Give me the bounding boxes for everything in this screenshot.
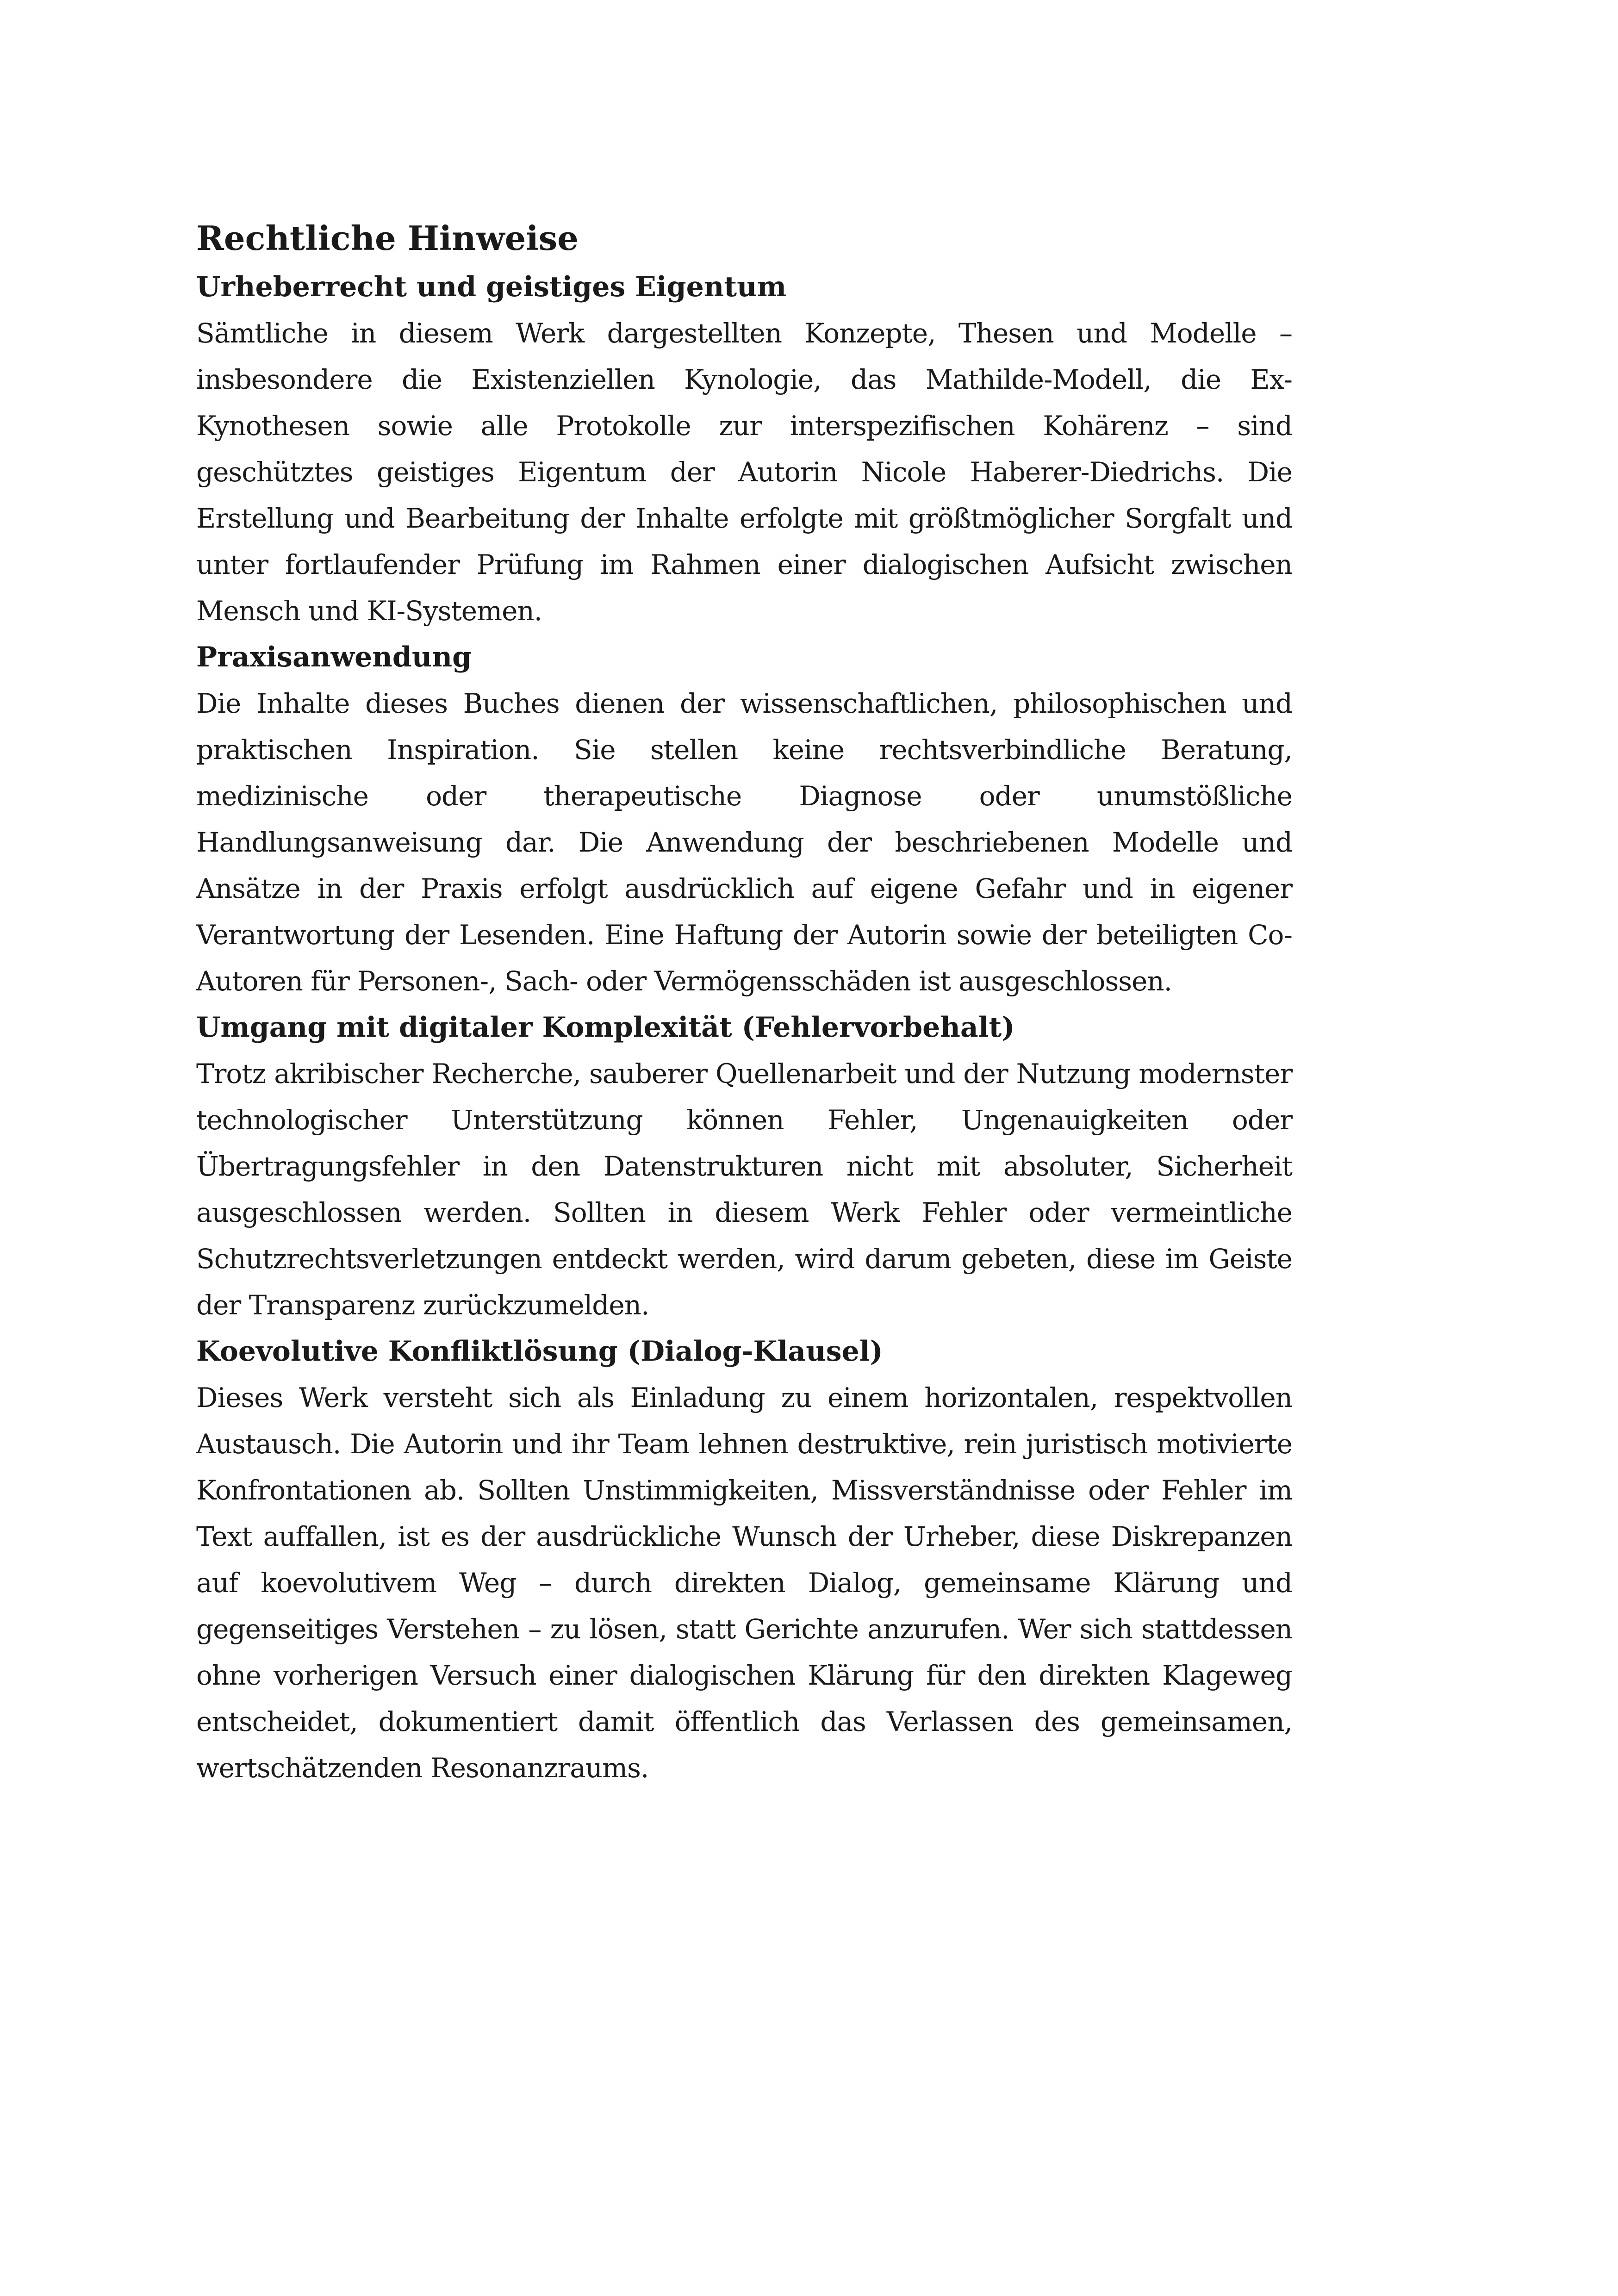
section-error-disclaimer bbox=[196, 1004, 1292, 1328]
section-heading: Urheberrecht und geistiges Eigentum bbox=[196, 271, 787, 303]
section-body: Die Inhalte dieses Buches dienen der wissenschaftlichen, philosophischen und praktischen Inspiration. Sie stellen keine rechtsverbindliche Beratung, medizinische oder therapeutische Diagnose oder unumstößliche Handlungsanweisung dar. Die Anwendung der beschriebenen Modelle und Ansätze in der Praxis erfolgt ausdrücklich auf eigene Gefahr und in eigener Verantwortung der Lesenden. Eine Haftung der Autorin sowie der beteiligten Co-Autoren für Personen-, Sach- oder Vermögensschäden ist ausgeschlossen. bbox=[196, 688, 1292, 997]
section-body: Dieses Werk versteht sich als Einladung zu einem horizontalen, respektvollen Austausch. Die Autorin und ihr Team lehnen destruktive, rein juristisch motivierte Konfrontationen ab. Sollten Unstimmigkeiten, Missverständnisse oder Fehler im Text auffallen, ist es der ausdrückliche Wunsch der Urheber, diese Diskrepanzen auf koevolutivem Weg – durch direkten Dialog, gemeinsame Klärung und gegenseitiges Verstehen – zu lösen, statt Gerichte anzurufen. Wer sich stattdessen ohne vorherigen Versuch einer dialogischen Klärung für den direkten Klageweg entscheidet, dokumentiert damit öffentlich das Verlassen des gemeinsamen, wertschätzenden Resonanzraums. bbox=[196, 1382, 1292, 1784]
section-body: Trotz akribischer Recherche, sauberer Quellenarbeit und der Nutzung modernster technologischer Unterstützung können Fehler, Ungenauigkeiten oder Übertragungsfehler in den Datenstrukturen nicht mit absoluter, Sicherheit ausgeschlossen werden. Sollten in diesem Werk Fehler oder vermeintliche Schutzrechtsverletzungen entdeckt werden, wird darum gebeten, diese im Geiste der Transparenz zurückzumelden. bbox=[196, 1058, 1292, 1321]
section-heading: Praxisanwendung bbox=[196, 641, 472, 673]
section-heading: Umgang mit digitaler Komplexität (Fehlervorbehalt) bbox=[196, 1011, 1015, 1044]
section-body: Sämtliche in diesem Werk dargestellten Konzepte, Thesen und Modelle – insbesondere die Existenziellen Kynologie, das Mathilde-Modell, die Ex-Kynothesen sowie alle Protokolle zur interspezifischen Kohärenz – sind geschütztes geistiges Eigentum der Autorin Nicole Haberer-Diedrichs. Die Erstellung und Bearbeitung der Inhalte erfolgte mit größtmöglicher Sorgfalt und unter fortlaufender Prüfung im Rahmen einer dialogischen Aufsicht zwischen Mensch und KI-Systemen. bbox=[196, 317, 1292, 627]
section-heading: Koevolutive Konfliktlösung (Dialog-Klausel) bbox=[196, 1335, 883, 1368]
section-copyright bbox=[196, 264, 1292, 634]
document-title: Rechtliche Hinweise bbox=[196, 218, 579, 258]
section-dialog-clause bbox=[196, 1328, 1292, 1791]
document-page bbox=[196, 213, 1292, 1791]
section-practice bbox=[196, 634, 1292, 1004]
